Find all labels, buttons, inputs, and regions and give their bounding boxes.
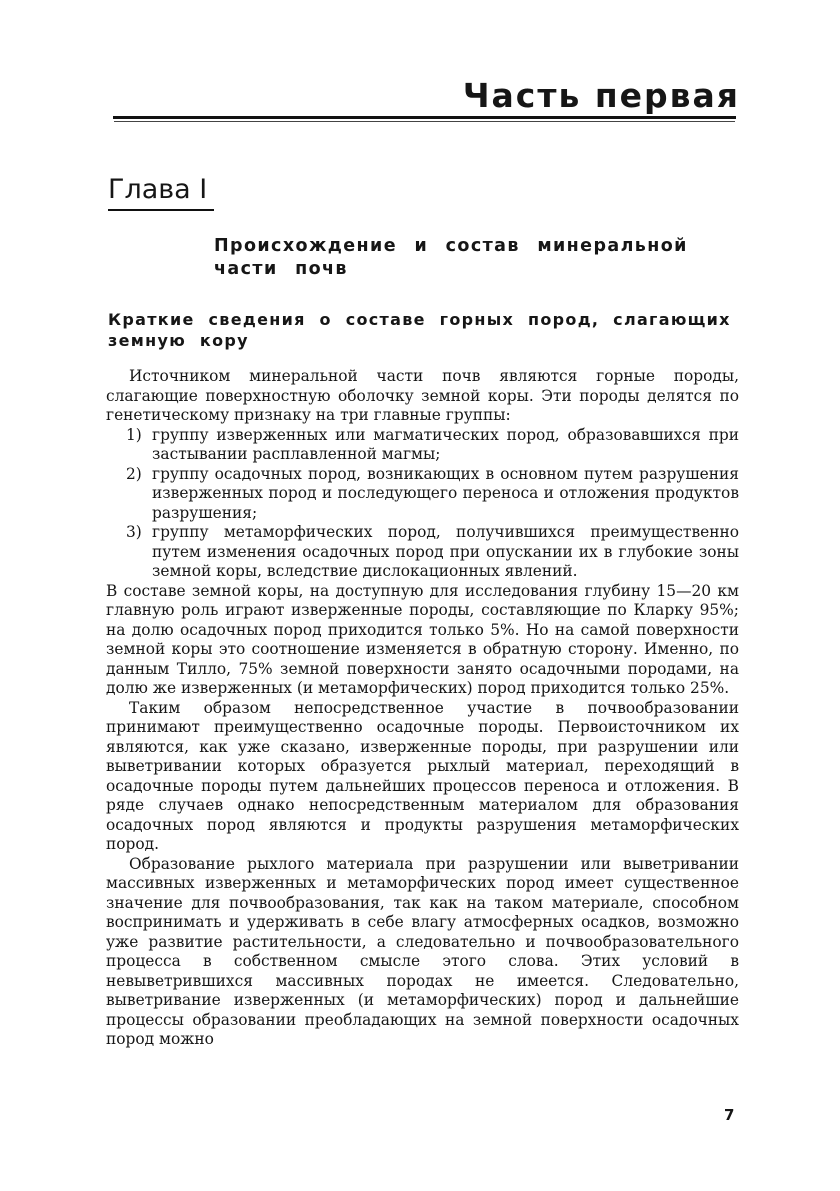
list-item-number: 2): [126, 464, 142, 483]
list-item: [106, 426, 739, 465]
list-item-text: группу метаморфических пород, получившихся преимущественно путем изменения осадочных пород при опускании их в глубокие зоны земной коры, вследствие дислокационных явлений.: [152, 523, 739, 580]
chapter-title: Глава I: [108, 174, 208, 205]
chapter-title-rule: [108, 209, 214, 211]
paragraph-composition: В составе земной коры, на доступную для исследования глубину 15—20 км главную роль играют изверженные породы, составляющие по Кларку 95%; на долю осадочных пород приходится только 5%. Но на самой поверхности земной коры это соотношение изменяется в обратную сторону. Именно, по данным Тилло, 75% земной поверхности занято осадочными породами, на долю же изверженных (и метаморфических) пород приходится только 25%.: [106, 581, 739, 697]
list-item-text: группу изверженных или магматических пород, образовавшихся при застывании расплавленной магмы;: [152, 425, 739, 463]
subsection-title: Краткие сведения о составе горных пород, слагающих земную кору: [108, 310, 731, 350]
list-item-number: 1): [126, 425, 142, 444]
list-item: [106, 465, 739, 524]
part-title: Часть первая: [462, 76, 740, 115]
rock-groups-list: [106, 426, 739, 582]
page-number: 7: [724, 1106, 735, 1124]
section-title: Происхождение и состав минеральной части почв: [214, 236, 688, 279]
list-item-text: группу осадочных пород, возникающих в основном путем разрушения изверженных пород и последующего переноса и отложения продуктов разрушения;: [152, 464, 739, 522]
list-item-number: 3): [126, 523, 142, 541]
paragraph-participation: Таким образом непосредственное участие в почвообразовании принимают преимущественно осадочные породы. Первоисточником их являются, как уже сказано, изверженные породы, при разрушении или выветривании которых образуется рыхлый материал, переходящий в осадочные породы путем дальнейших процессов переноса и отложения. В ряде случаев однако непосредственным материалом для образования осадочных пород являются и продукты разрушения метаморфических пород.: [106, 698, 739, 853]
paragraph-formation: Образование рыхлого материала при разрушении или выветривании массивных изверженных и метаморфических пород имеет существенное значение для почвообразования, так как на таком материале, способном воспринимать и удерживать в себе влагу атмосферных осадков, возможно уже развитие растительности, а следовательно и почвообразовательного процесса в собственном смысле этого слова. Этих условий в невыветрившихся массивных породах не имеется. Следовательно, выветривание изверженных (и метаморфических) пород и дальнейшие процессы образовании преобладающих на земной поверхности осадочных пород можно: [106, 854, 739, 1048]
paragraph-intro: Источником минеральной части почв являются горные породы, слагающие поверхностную оболочку земной коры. Эти породы делятся по генетическому признаку на три главные группы:: [106, 367, 739, 424]
part-title-rule: [113, 116, 736, 119]
list-item: [106, 523, 739, 582]
body-text: [106, 367, 739, 1050]
